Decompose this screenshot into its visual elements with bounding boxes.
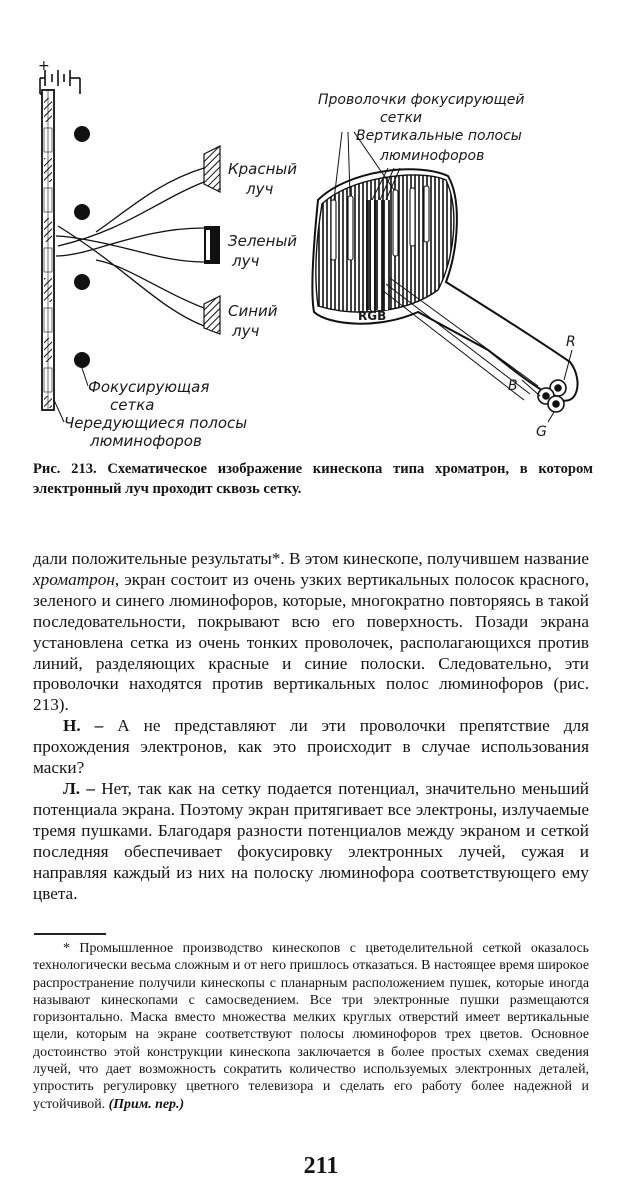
label-phosphor-stripes-2: люминофоров [90,432,202,450]
label-grid-wires-1: Проволочки фокусирующей [318,92,525,108]
label-phosphor-stripes-1: Чередующиеся полосы [64,414,248,432]
label-rgb: RGB [358,309,387,323]
term-chromatron: хроматрон [33,569,115,589]
grid-wire-dots [74,126,90,368]
phosphor-screen [42,90,54,410]
footnote-divider [34,933,106,935]
paragraph-1 [33,549,589,716]
label-vertical-stripes-1: Вертикальные полосы [356,128,522,144]
label-red-ray-2: луч [246,180,274,198]
label-blue-ray-1: Синий [228,302,278,320]
left-schematic [38,58,297,450]
footnote-source: (Прим. пер.) [108,1096,185,1112]
label-green-ray-2: луч [232,252,260,270]
body-text [33,549,589,904]
label-gun-b: B [508,378,518,394]
label-grid-wires-2: сетки [380,110,423,126]
electron-guns [204,146,220,334]
label-blue-ray-2: луч [232,322,260,340]
p3-text: Нет, так как на сетку подается потенциал, значительно меньший потенциала экрана. Поэтому экран притягивает все электроны, излучаемые тремя пушками. Благодаря разности потенциалов между экраном и сеткой последняя обеспечивает фокусировку электронных лучей, сужая и направляя каждый из них на полоску люминофора соответствующего ему цвета. [33,778,589,903]
svg-text:+: + [38,58,50,74]
electron-beams [56,168,204,326]
label-red-ray-1: Красный [228,160,298,178]
speaker-l: Л. – [63,778,95,798]
label-gun-g: G [536,424,547,440]
footnote [33,940,589,1113]
label-vertical-stripes-2: люминофоров [380,148,485,164]
label-green-ray-1: Зеленый [228,232,298,250]
label-gun-r: R [566,334,576,350]
p1-text-a: дали положительные результаты*. В этом кинескопе, получившем название [33,549,589,568]
caption-label: Рис. 213. [33,461,97,477]
caption-text: Схематическое изображение кинескопа типа хроматрон, в котором электронный луч проходит сквозь сетку. [33,461,593,497]
paragraph-2 [33,716,589,779]
p1-text-b: , экран состоит из очень узких вертикальных полосок красного, зеленого и синего люминофоров, которые, многократно повторяясь в такой последовательности, покрывают всю его поверхность. Позади экрана установлена сетка из очень тонких проволочек, располагающихся против линий, разделяющих красные и синие полоски. Следовательно, эти проволочки находятся против вертикальных полос люминофоров (рис. 213). [33,569,589,715]
footnote-text: * Промышленное производство кинескопов с цветоделительной сеткой оказалось технологически весьма сложным и от него пришлось отказаться. В настоящее время широкое распространение получили кинескопы с планарным расположением пушек, которые иногда называют кинескопами с самосведением. Все три электронные пушки размещаются горизонтально. Маска вместо множества мелких круглых отверстий имеет вертикальные щели, которым на экране соответствуют полосы люминофоров трех цветов. Основное достоинство этой конструкции кинескопа заключается в более простых схемах сведения лучей, что дает возможность сократить количество используемых электронных деталей, упростить регулировку цветного телевизора и сделать его работу более надежной и устойчивой. [33,941,589,1112]
label-focusing-grid-2: сетка [110,396,155,414]
paragraph-3 [33,779,589,904]
figure-caption [33,459,593,499]
label-focusing-grid-1: Фокусирующая [88,378,210,396]
footnote-paragraph [33,940,589,1113]
page-number: 211 [303,1153,339,1179]
chromatron-tube [312,92,577,440]
figure-213 [18,50,628,460]
speaker-n: Н. – [63,716,104,736]
p2-text: А не представляют ли эти проволочки препятствие для прохождения электронов, как это происходит в случае использования маски? [33,716,589,778]
